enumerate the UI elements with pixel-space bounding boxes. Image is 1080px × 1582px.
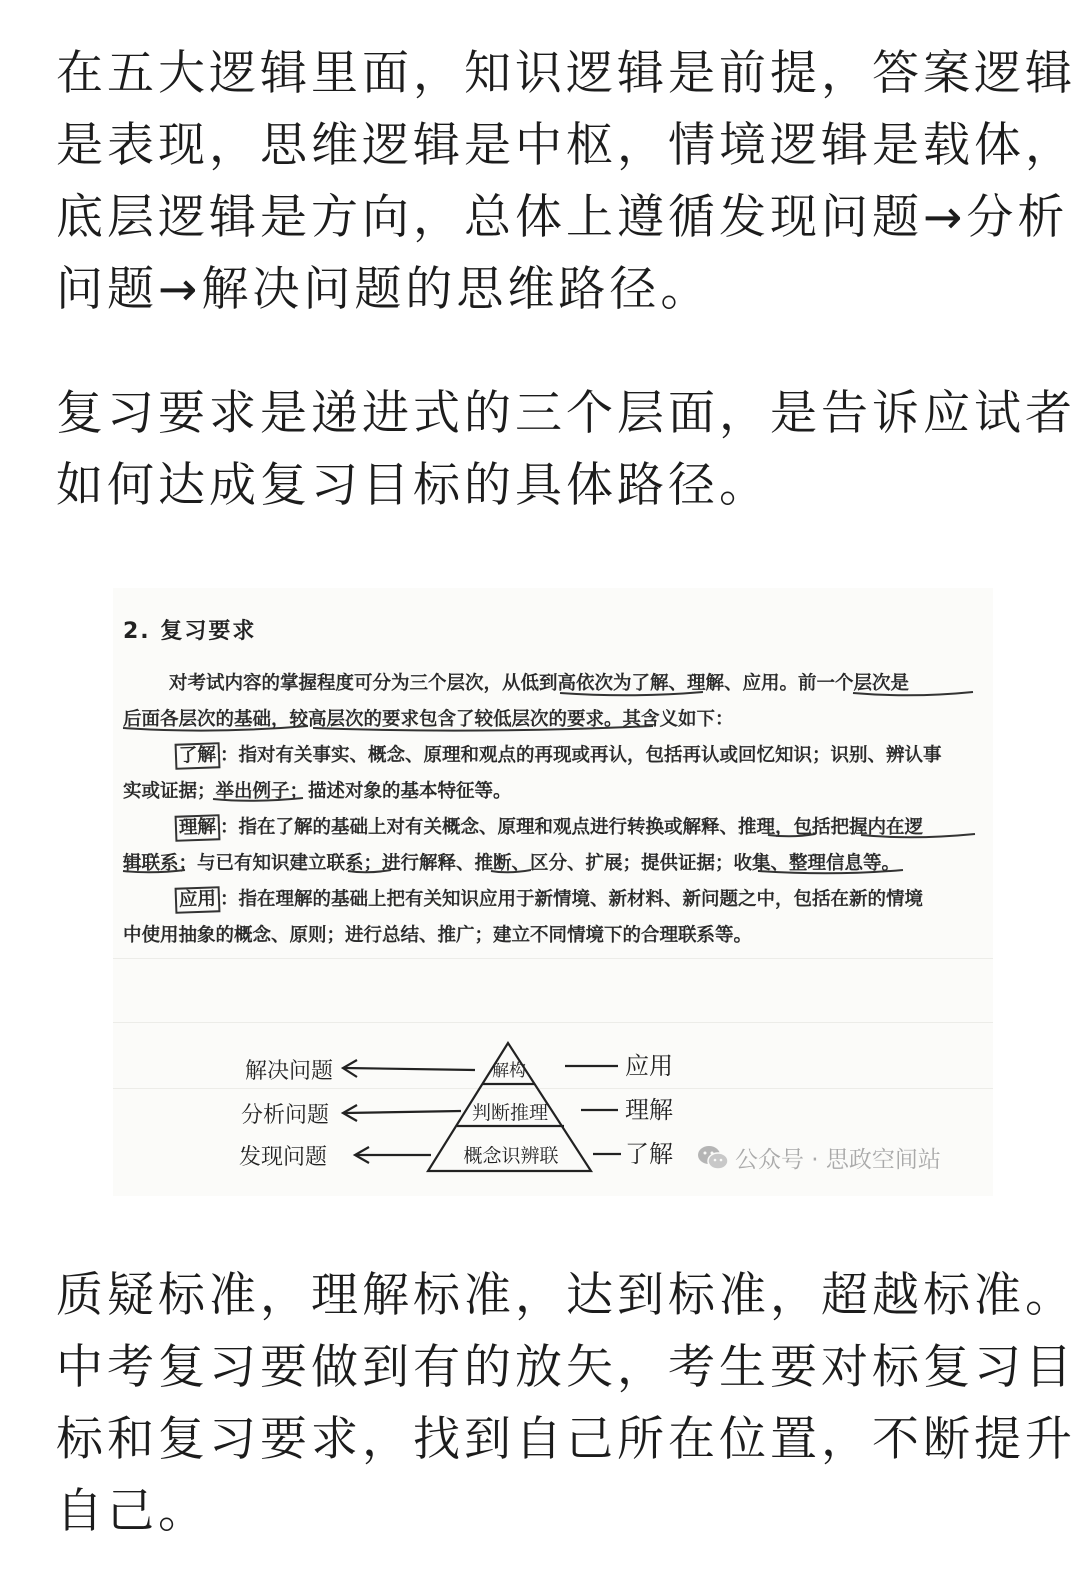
paragraph-line: 中考复习要做到有的放矢，考生要对标复习目 — [56, 1340, 1076, 1395]
underline-mark — [348, 870, 391, 872]
figure-heading: 2. 复习要求 — [123, 619, 257, 644]
apply-boxed-label: 应用 — [175, 886, 221, 914]
right-label-comprehend: 理解 — [625, 1096, 673, 1124]
paragraph-line: 问题→解决问题的思维路径。 — [56, 262, 712, 317]
wechat-icon — [697, 1144, 729, 1172]
paragraph-line: 质疑标准，理解标准，达到标准，超越标准。 — [56, 1268, 1076, 1323]
paragraph-review-requirements — [56, 378, 1076, 522]
paragraph-line: 标和复习要求，找到自己所在位置，不断提升 — [56, 1412, 1076, 1467]
pyramid-diagram — [113, 588, 993, 1196]
paragraph-five-logics — [56, 38, 1076, 326]
figure-text-segment: ：指对有关事实、概念、原理和观点的再现或再认，包括再认或回忆知识；识别、辨认事 — [220, 745, 942, 766]
right-label-apply: 应用 — [625, 1052, 673, 1080]
paragraph-line: 底层逻辑是方向，总体上遵循发现问题→分析 — [56, 190, 1069, 245]
figure-text-line: 辑联系；与已有知识建立联系；进行解释、推断、区分、扩展；提供证据；收集、整理信息等。 — [123, 853, 901, 874]
pyramid-tier-bottom: 概念识辨联 — [463, 1145, 559, 1167]
paragraph-line: 自己。 — [56, 1484, 209, 1539]
paragraph-line: 在五大逻辑里面，知识逻辑是前提，答案逻辑 — [56, 46, 1076, 101]
left-label-discover: 发现问题 — [239, 1145, 328, 1170]
scanned-textbook-figure[interactable] — [113, 588, 993, 1196]
underline-mark — [123, 870, 185, 872]
underline-mark — [123, 726, 308, 731]
figure-text-line: 对考试内容的掌握程度可分为三个层次，从低到高依次为了解、理解、应用。前一个层次是 — [169, 673, 910, 694]
understand-boxed-label: 了解 — [175, 742, 221, 770]
paragraph-line: 复习要求是递进式的三个层面，是告诉应试者 — [56, 386, 1076, 441]
figure-text-segment: ：指在了解的基础上对有关概念、原理和观点进行转换或解释、推理，包括把握内在逻 — [220, 817, 924, 838]
figure-text-segment: ：指在理解的基础上把有关知识应用于新情境、新材料、新问题之中，包括在新的情境 — [220, 889, 924, 910]
pyramid-tier-top: 解构 — [492, 1061, 526, 1081]
handwritten-underlines — [123, 692, 975, 873]
left-arrow — [345, 1111, 461, 1113]
underline-mark — [491, 870, 531, 872]
left-label-analyze: 分析问题 — [241, 1103, 330, 1128]
figure-text-line: 后面各层次的基础，较高层次的要求包含了较低层次的要求。其含义如下： — [123, 709, 734, 730]
figure-text-line: 实或证据；举出例子；描述对象的基本特征等。 — [123, 781, 512, 802]
paragraph-line: 是表现，思维逻辑是中枢，情境逻辑是载体， — [56, 118, 1076, 173]
underline-mark — [853, 692, 973, 695]
left-arrow — [345, 1068, 475, 1070]
paragraph-line: 如何达成复习目标的具体路径。 — [56, 458, 770, 513]
underline-mark — [758, 870, 903, 873]
left-label-solve: 解决问题 — [245, 1059, 334, 1084]
underline-mark — [560, 692, 703, 695]
underline-mark — [213, 798, 303, 801]
underline-mark — [768, 834, 815, 836]
right-label-understand: 了解 — [625, 1140, 673, 1168]
paragraph-standards — [56, 1260, 1076, 1548]
wechat-watermark — [697, 1141, 941, 1174]
underline-mark — [861, 834, 975, 837]
pyramid-tier-middle: 判断推理 — [471, 1102, 549, 1124]
underline-mark — [313, 726, 653, 731]
comprehend-boxed-label: 理解 — [175, 814, 221, 842]
watermark-text: 公众号 · 思政空间站 — [735, 1147, 941, 1173]
figure-text-line: 中使用抽象的概念、原则；进行总结、推广；建立不同情境下的合理联系等。 — [123, 925, 753, 946]
